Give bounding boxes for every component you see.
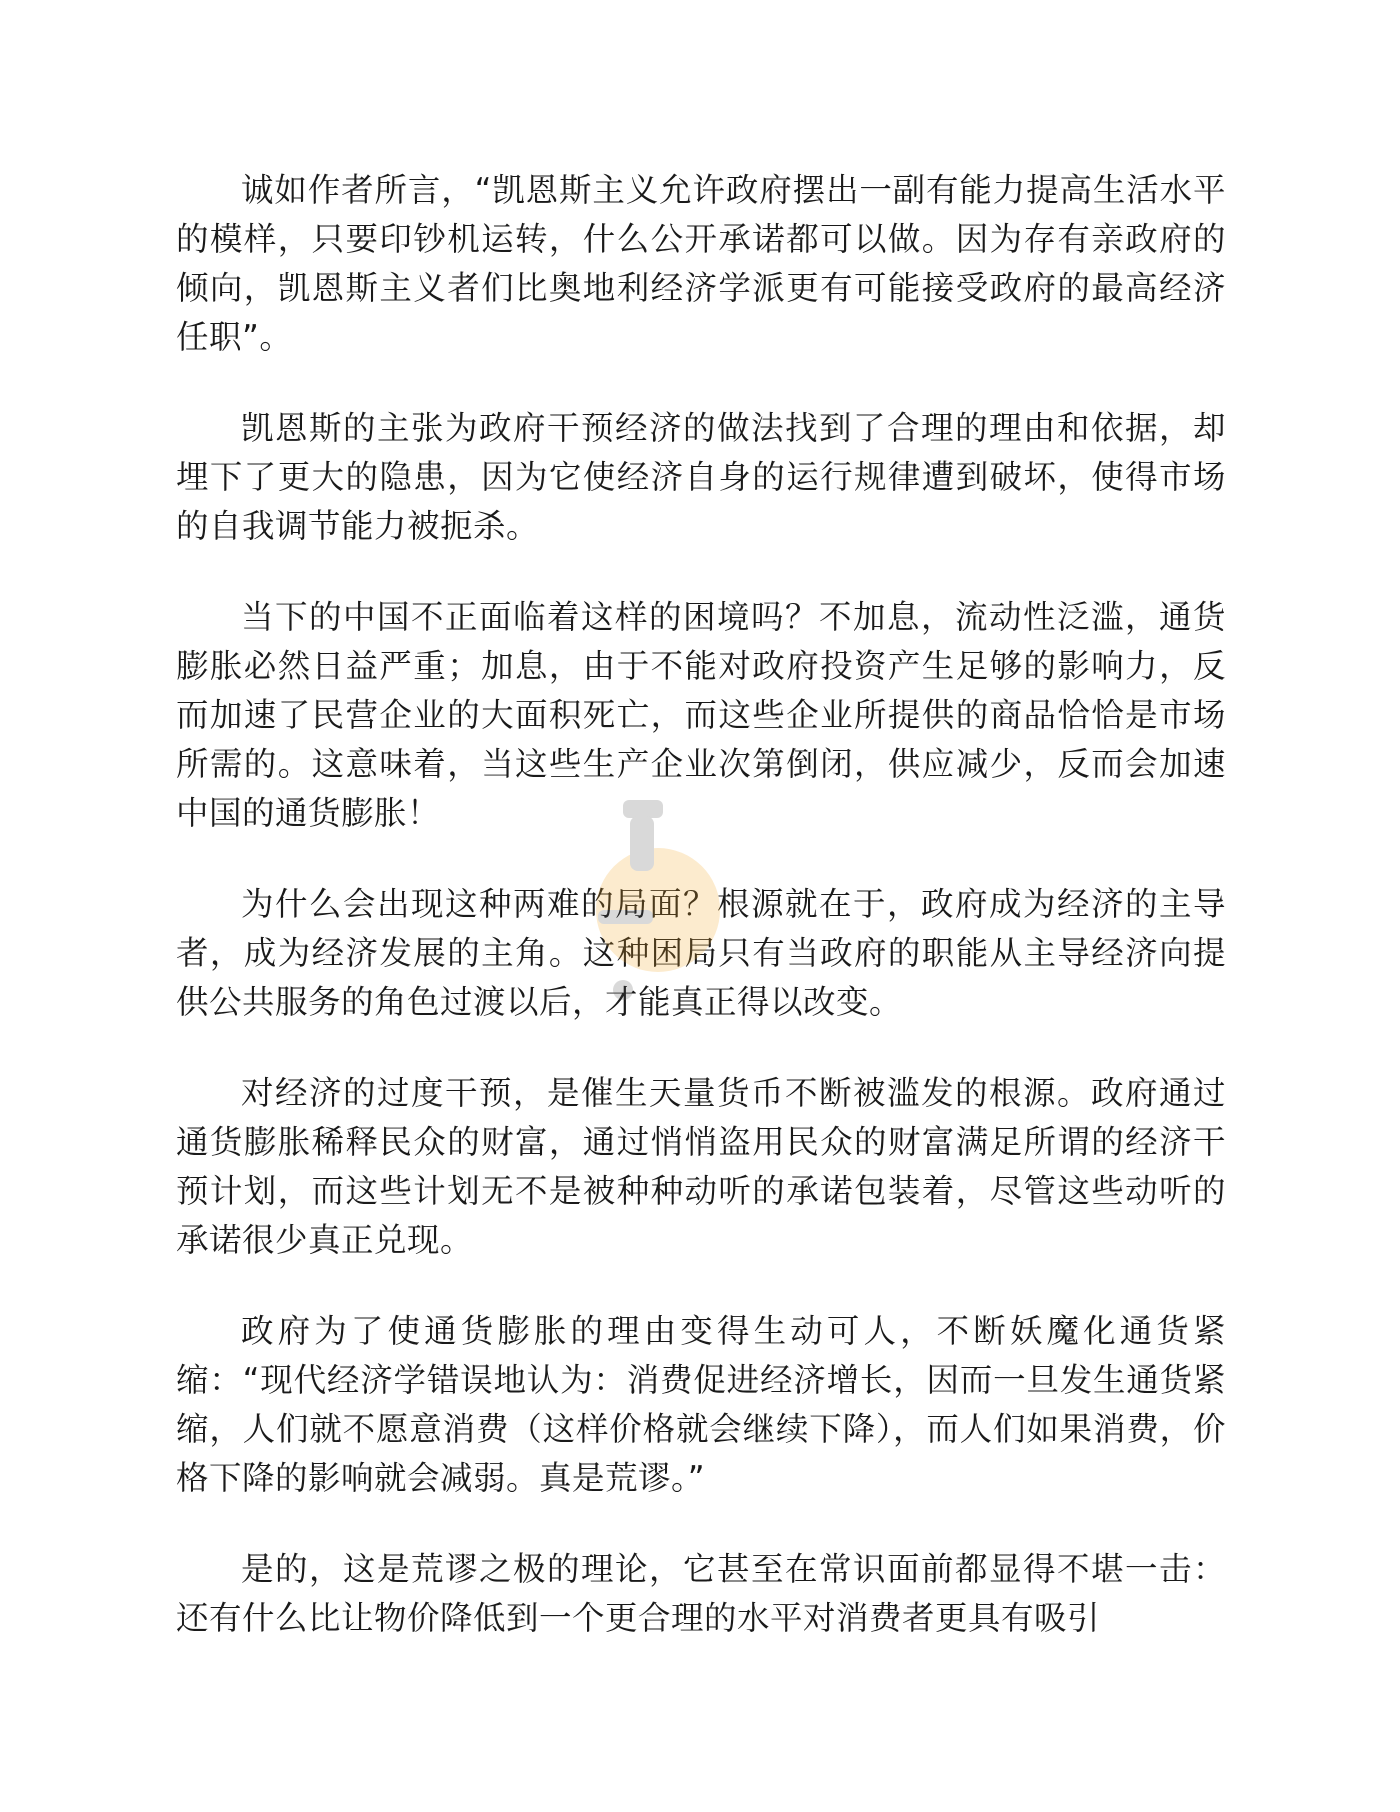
document-page: [176, 166, 1226, 1685]
paragraph-6: 政府为了使通货膨胀的理由变得生动可人，不断妖魔化通货紧缩：“现代经济学错误地认为：消费促进经济增长，因而一旦发生通货紧缩，人们就不愿意消费（这样价格就会继续下降），而人们如果消费，价格下降的影响就会减弱。真是荒谬。”: [176, 1312, 1226, 1497]
paragraph-2: 凯恩斯的主张为政府干预经济的做法找到了合理的理由和依据，却埋下了更大的隐患，因为它使经济自身的运行规律遭到破坏，使得市场的自我调节能力被扼杀。: [176, 409, 1226, 545]
paragraph-1: 诚如作者所言，“凯恩斯主义允许政府摆出一副有能力提高生活水平的模样，只要印钞机运转，什么公开承诺都可以做。因为存有亲政府的倾向，凯恩斯主义者们比奥地利经济学派更有可能接受政府的最高经济任职”。: [176, 171, 1226, 356]
paragraph-5: 对经济的过度干预，是催生天量货币不断被滥发的根源。政府通过通货膨胀稀释民众的财富，通过悄悄盗用民众的财富满足所谓的经济干预计划，而这些计划无不是被种种动听的承诺包装着，尽管这些动听的承诺很少真正兑现。: [176, 1074, 1226, 1259]
paragraph-7: 是的，这是荒谬之极的理论，它甚至在常识面前都显得不堪一击：还有什么比让物价降低到一个更合理的水平对消费者更具有吸引: [176, 1550, 1226, 1637]
paragraph-3: 当下的中国不正面临着这样的困境吗？不加息，流动性泛滥，通货膨胀必然日益严重；加息，由于不能对政府投资产生足够的影响力，反而加速了民营企业的大面积死亡，而这些企业所提供的商品恰恰是市场所需的。这意味着，当这些生产企业次第倒闭，供应减少，反而会加速中国的通货膨胀！: [176, 598, 1226, 832]
paragraph-4: 为什么会出现这种两难的局面？根源就在于，政府成为经济的主导者，成为经济发展的主角。这种困局只有当政府的职能从主导经济向提供公共服务的角色过渡以后，才能真正得以改变。: [176, 885, 1226, 1021]
